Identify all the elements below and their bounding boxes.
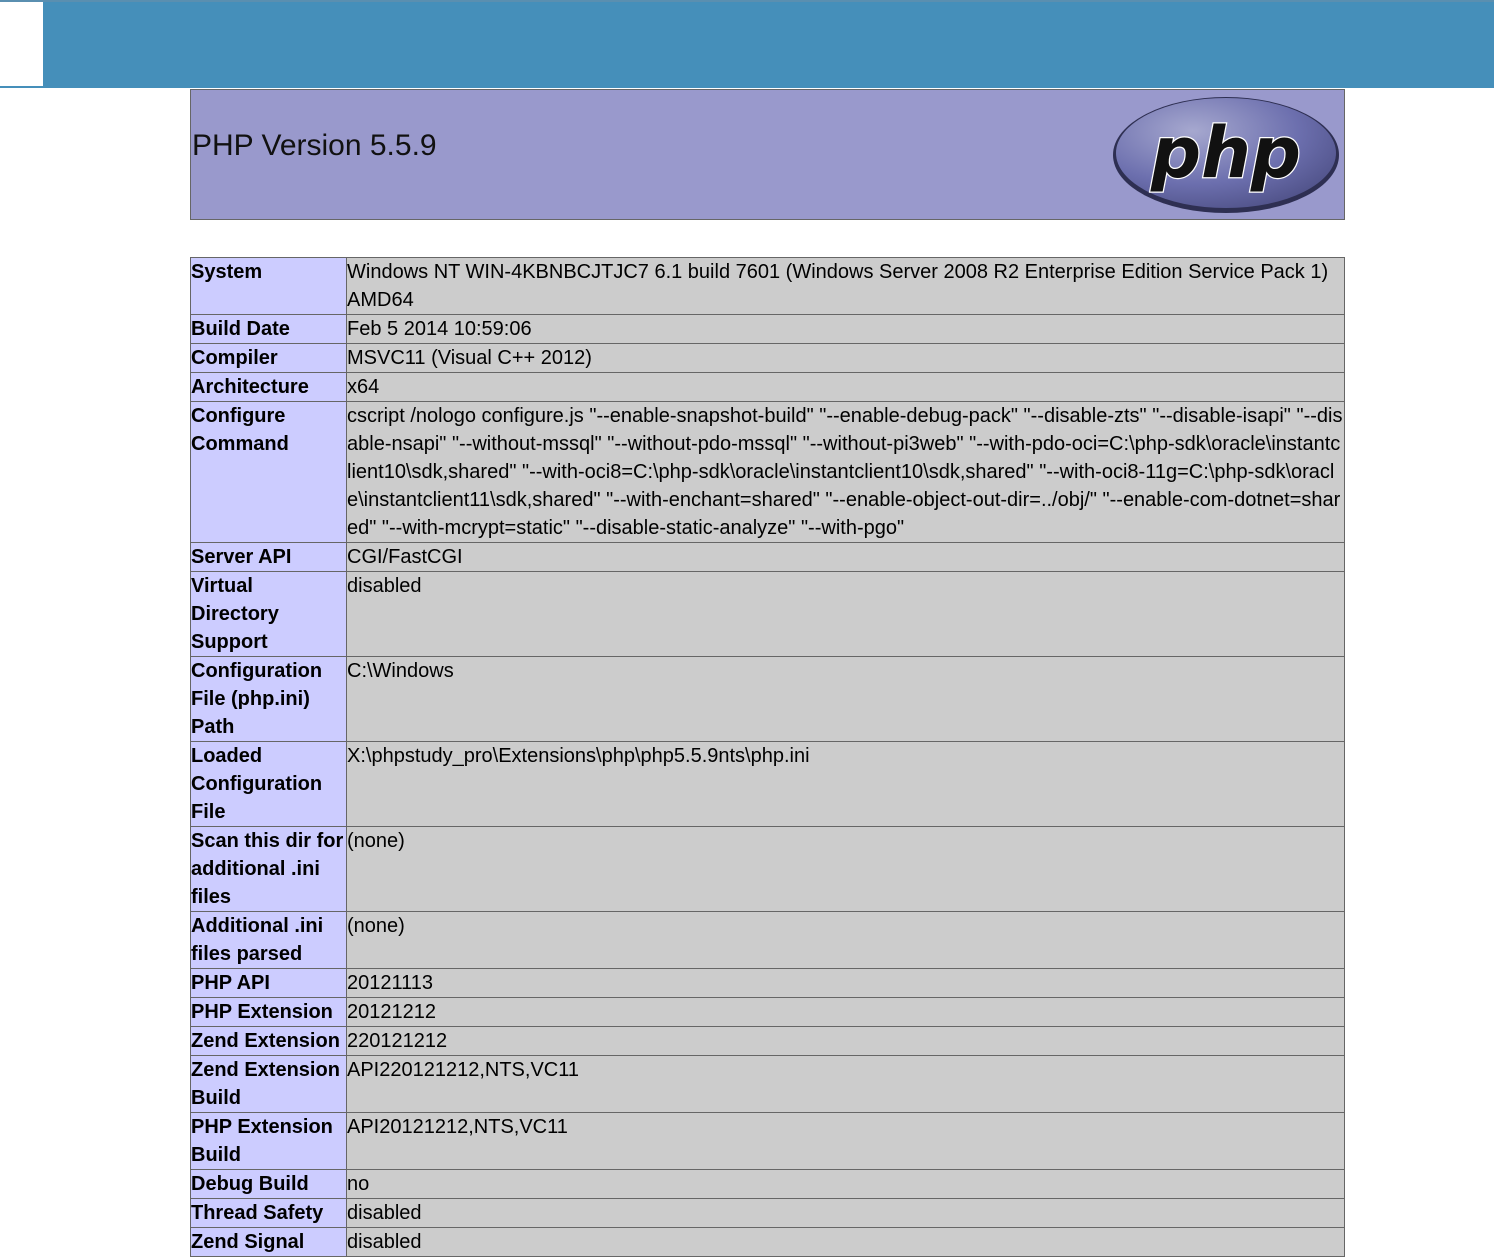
- row-value: disabled: [347, 572, 1345, 657]
- info-table: [190, 257, 1345, 1257]
- row-label: Debug Build: [191, 1170, 347, 1199]
- table-row: [191, 912, 1345, 969]
- table-row: [191, 657, 1345, 742]
- row-value: API220121212,NTS,VC11: [347, 1056, 1345, 1113]
- page-title: PHP Version 5.5.9: [192, 129, 437, 162]
- table-row: [191, 373, 1345, 402]
- info-table-body: [191, 258, 1345, 1257]
- row-label: Zend Extension: [191, 1027, 347, 1056]
- row-value: Feb 5 2014 10:59:06: [347, 315, 1345, 344]
- row-value: no: [347, 1170, 1345, 1199]
- row-value: 20121113: [347, 969, 1345, 998]
- php-logo: [1112, 95, 1342, 215]
- row-label: Additional .ini files parsed: [191, 912, 347, 969]
- table-row: [191, 1170, 1345, 1199]
- table-row: [191, 742, 1345, 827]
- row-value: disabled: [347, 1228, 1345, 1257]
- top-bar: [0, 0, 1494, 88]
- row-value: 220121212: [347, 1027, 1345, 1056]
- top-bar-left-edge: [0, 86, 43, 88]
- row-value: API20121212,NTS,VC11: [347, 1113, 1345, 1170]
- row-label: Zend Extension Build: [191, 1056, 347, 1113]
- table-row: [191, 402, 1345, 543]
- table-row: [191, 1199, 1345, 1228]
- table-row: [191, 543, 1345, 572]
- table-row: [191, 1113, 1345, 1170]
- table-row: [191, 1056, 1345, 1113]
- row-value: Windows NT WIN-4KBNBCJTJC7 6.1 build 7601 (Windows Server 2008 R2 Enterprise Edition Service Pack 1) AMD64: [347, 258, 1345, 315]
- row-label: Build Date: [191, 315, 347, 344]
- row-value: (none): [347, 912, 1345, 969]
- row-label: Loaded Configuration File: [191, 742, 347, 827]
- row-label: Architecture: [191, 373, 347, 402]
- row-value: disabled: [347, 1199, 1345, 1228]
- table-row: [191, 258, 1345, 315]
- table-row: [191, 315, 1345, 344]
- top-bar-left-gap: [0, 2, 43, 86]
- phpinfo-header: [190, 89, 1345, 220]
- table-row: [191, 998, 1345, 1027]
- row-label: PHP API: [191, 969, 347, 998]
- row-label: Zend Signal: [191, 1228, 347, 1257]
- row-label: PHP Extension Build: [191, 1113, 347, 1170]
- php-logo-text: php: [1150, 112, 1302, 194]
- table-row: [191, 572, 1345, 657]
- row-label: Compiler: [191, 344, 347, 373]
- row-value: MSVC11 (Visual C++ 2012): [347, 344, 1345, 373]
- row-label: PHP Extension: [191, 998, 347, 1027]
- table-row: [191, 1228, 1345, 1257]
- row-label: Configure Command: [191, 402, 347, 543]
- row-label: Thread Safety: [191, 1199, 347, 1228]
- row-label: System: [191, 258, 347, 315]
- row-value: C:\Windows: [347, 657, 1345, 742]
- table-row: [191, 344, 1345, 373]
- row-value: cscript /nologo configure.js "--enable-snapshot-build" "--enable-debug-pack" "--disable-zts" "--disable-isapi" "--disable-nsapi" "--without-mssql" "--without-pdo-mssql" "--without-pi3web" "--with-pdo-oci=C:\php-sdk\oracle\instantclient10\sdk,shared" "--with-oci8=C:\php-sdk\oracle\instantclient10\sdk,shared" "--with-oci8-11g=C:\php-sdk\oracle\instantclient11\sdk,shared" "--with-enchant=shared" "--enable-object-out-dir=../obj/" "--enable-com-dotnet=shared" "--with-mcrypt=static" "--disable-static-analyze" "--with-pgo": [347, 402, 1345, 543]
- table-row: [191, 969, 1345, 998]
- row-value: x64: [347, 373, 1345, 402]
- row-value: CGI/FastCGI: [347, 543, 1345, 572]
- row-label: Scan this dir for additional .ini files: [191, 827, 347, 912]
- row-value: X:\phpstudy_pro\Extensions\php\php5.5.9nts\php.ini: [347, 742, 1345, 827]
- table-row: [191, 1027, 1345, 1056]
- row-label: Virtual Directory Support: [191, 572, 347, 657]
- row-value: 20121212: [347, 998, 1345, 1027]
- row-label: Server API: [191, 543, 347, 572]
- row-label: Configuration File (php.ini) Path: [191, 657, 347, 742]
- table-row: [191, 827, 1345, 912]
- row-value: (none): [347, 827, 1345, 912]
